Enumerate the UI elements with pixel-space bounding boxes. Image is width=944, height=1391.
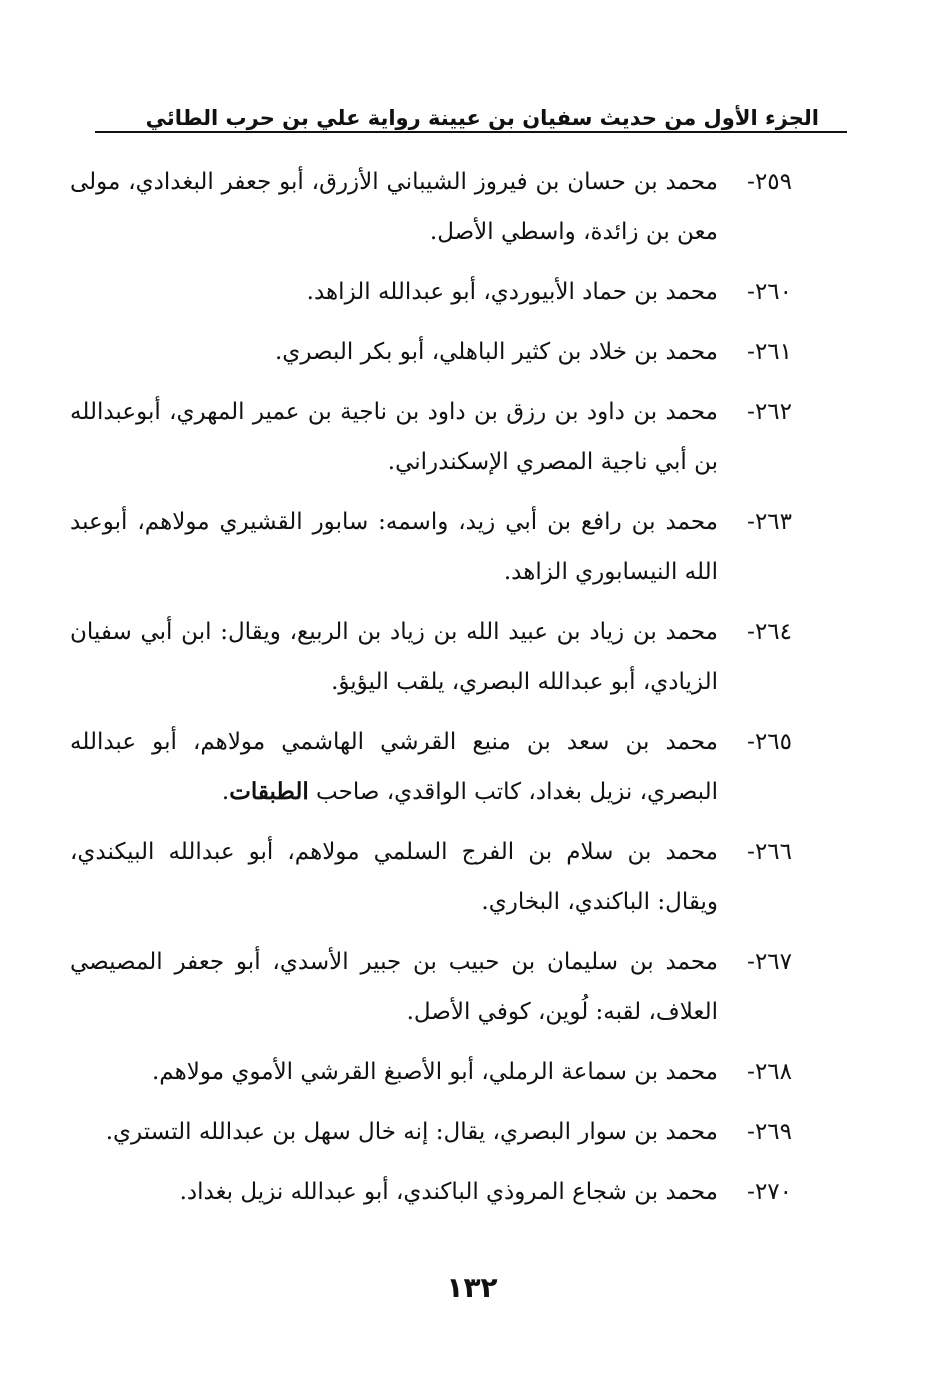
list-item — [70, 717, 792, 817]
list-item — [70, 827, 792, 927]
entry-number: ٢٦٥- — [747, 729, 792, 755]
entry-number: ٢٦٣- — [747, 509, 792, 535]
entry-text: محمد بن سماعة الرملي، أبو الأصبغ القرشي الأموي مولاهم. — [151, 1059, 718, 1085]
entry-text: محمد بن سليمان بن حبيب بن جبير الأسدي، أبو جعفر المصيصي العلاف، لقبه: لُوين، كوفي الأصل. — [70, 949, 718, 1025]
entry-text: محمد بن خلاد بن كثير الباهلي، أبو بكر البصري. — [275, 339, 718, 365]
running-header: الجزء الأول من حديث سفيان بن عيينة رواية علي بن حرب الطائي — [145, 106, 819, 130]
list-item — [70, 157, 792, 257]
list-item — [70, 1107, 792, 1157]
page-number: ١٣٢ — [446, 1271, 498, 1304]
book-title-tabaqat: الطبقات — [229, 778, 309, 805]
list-item — [70, 937, 792, 1037]
entry-number: ٢٦٨- — [747, 1059, 792, 1085]
list-item — [70, 327, 792, 377]
entry-text: محمد بن سلام بن الفرج السلمي مولاهم، أبو عبدالله البيكندي، ويقال: الباكندي، البخاري. — [70, 839, 718, 915]
entry-number: ٢٧٠- — [747, 1179, 792, 1205]
entry-text — [70, 729, 718, 805]
entry-text-main: محمد بن سعد بن منيع القرشي الهاشمي مولاهم، أبو عبدالله البصري، نزيل بغداد، كاتب الواقدي، صاحب — [70, 729, 718, 805]
entry-text: محمد بن حسان بن فيروز الشيباني الأزرق، أبو جعفر البغدادي، مولى معن بن زائدة، واسطي الأصل. — [70, 169, 719, 245]
entry-text: محمد بن رافع بن أبي زيد، واسمه: سابور القشيري مولاهم، أبوعبد الله النيسابوري الزاهد. — [70, 509, 718, 585]
entry-text: محمد بن سوار البصري، يقال: إنه خال سهل بن عبدالله التستري. — [105, 1119, 718, 1145]
entry-text-tail: . — [221, 779, 230, 805]
list-item — [70, 1047, 792, 1097]
entry-text: محمد بن زياد بن عبيد الله بن زياد بن الربيع، ويقال: ابن أبي سفيان الزيادي، أبو عبدالله البصري، يلقب اليؤيؤ. — [70, 619, 718, 695]
entry-text: محمد بن داود بن رزق بن داود بن ناجية بن عمير المهري، أبوعبدالله بن أبي ناجية المصري الإسكندراني. — [70, 399, 718, 475]
entry-number: ٢٦٩- — [747, 1119, 792, 1145]
entry-text: محمد بن حماد الأبيوردي، أبو عبدالله الزاهد. — [306, 279, 718, 305]
narrator-list — [70, 157, 792, 1227]
list-item — [70, 497, 792, 597]
entry-number: ٢٦٢- — [747, 399, 792, 425]
header-divider — [95, 131, 847, 133]
entry-number: ٢٥٩- — [747, 169, 792, 195]
entry-text: محمد بن شجاع المروذي الباكندي، أبو عبدالله نزيل بغداد. — [179, 1179, 718, 1205]
entry-number: ٢٦٦- — [747, 839, 792, 865]
list-item — [70, 387, 792, 487]
list-item — [70, 267, 792, 317]
list-item — [70, 1167, 792, 1217]
list-item — [70, 607, 792, 707]
entry-number: ٢٦٧- — [747, 949, 792, 975]
entry-number: ٢٦٠- — [747, 279, 792, 305]
entry-number: ٢٦٤- — [747, 619, 792, 645]
entry-number: ٢٦١- — [747, 339, 792, 365]
